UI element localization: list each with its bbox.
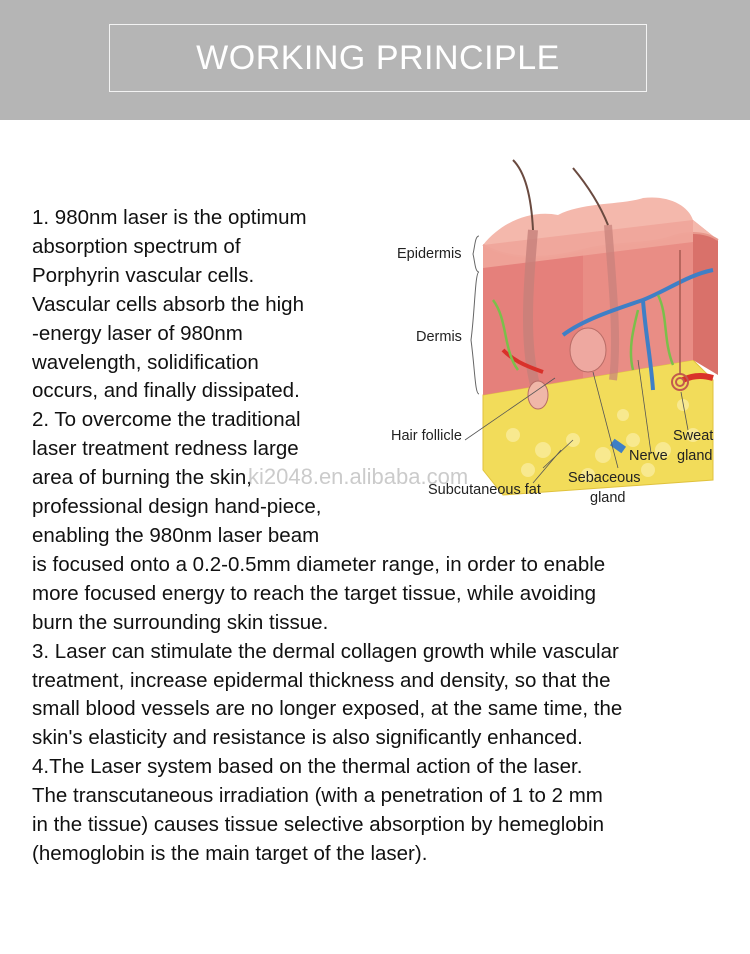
label-sebaceous-1: Sebaceous bbox=[568, 470, 641, 486]
text-line: more focused energy to reach the target tissue, while avoiding bbox=[32, 581, 597, 605]
text-line: 4.The Laser system based on the thermal action of the laser. bbox=[32, 755, 583, 779]
paragraph-2-wide bbox=[32, 551, 732, 638]
text-line: treatment, increase epidermal thickness and density, so that the bbox=[32, 668, 611, 692]
text-line: 1. 980nm laser is the optimum bbox=[32, 206, 307, 229]
page-title: WORKING PRINCIPLE bbox=[196, 38, 560, 77]
text-line: absorption spectrum of bbox=[32, 234, 241, 258]
text-line: Porphyrin vascular cells. bbox=[32, 263, 255, 287]
text-line: 2. To overcome the traditional bbox=[32, 408, 301, 432]
text-line: professional design hand-piece, bbox=[32, 495, 322, 519]
label-epidermis: Epidermis bbox=[397, 246, 462, 262]
text-line: skin's elasticity and resistance is also significantly enhanced. bbox=[32, 726, 583, 750]
label-sweat-2: gland bbox=[677, 448, 713, 464]
header-banner bbox=[0, 0, 750, 120]
text-line: burn the surrounding skin tissue. bbox=[32, 610, 329, 634]
paragraph-4 bbox=[32, 753, 732, 869]
body-text bbox=[32, 204, 732, 869]
title-box bbox=[109, 24, 647, 92]
text-line: is focused onto a 0.2-0.5mm diameter range, in order to enable bbox=[32, 552, 606, 576]
text-line: wavelength, solidification bbox=[32, 350, 259, 374]
text-line: laser treatment redness large bbox=[32, 437, 299, 461]
text-line: The transcutaneous irradiation (with a penetration of 1 to 2 mm bbox=[32, 784, 603, 808]
watermark: ki2048.en.alibaba.com bbox=[248, 464, 469, 489]
paragraph-3 bbox=[32, 638, 732, 754]
text-line: -energy laser of 980nm bbox=[32, 321, 243, 345]
label-dermis: Dermis bbox=[416, 329, 462, 345]
text-line: small blood vessels are no longer exposed, at the same time, the bbox=[32, 697, 623, 721]
label-subcutaneous-fat: Subcutaneous fat bbox=[428, 482, 541, 498]
text-line: 3. Laser can stimulate the dermal collagen growth while vascular bbox=[32, 639, 619, 663]
text-line: area of burning the skin, bbox=[32, 466, 252, 490]
label-sweat-1: Sweat bbox=[673, 428, 714, 444]
text-line: enabling the 980nm laser beam bbox=[32, 523, 320, 547]
label-nerve: Nerve bbox=[629, 448, 668, 464]
paragraph-1 bbox=[32, 204, 372, 406]
label-sebaceous-2: gland bbox=[590, 490, 626, 506]
label-hair-follicle: Hair follicle bbox=[391, 428, 462, 444]
text-line: (hemoglobin is the main target of the laser). bbox=[32, 841, 428, 865]
text-line: in the tissue) causes tissue selective absorption by hemeglobin bbox=[32, 813, 605, 837]
text-line: Vascular cells absorb the high bbox=[32, 292, 304, 316]
text-line: occurs, and finally dissipated. bbox=[32, 379, 300, 403]
